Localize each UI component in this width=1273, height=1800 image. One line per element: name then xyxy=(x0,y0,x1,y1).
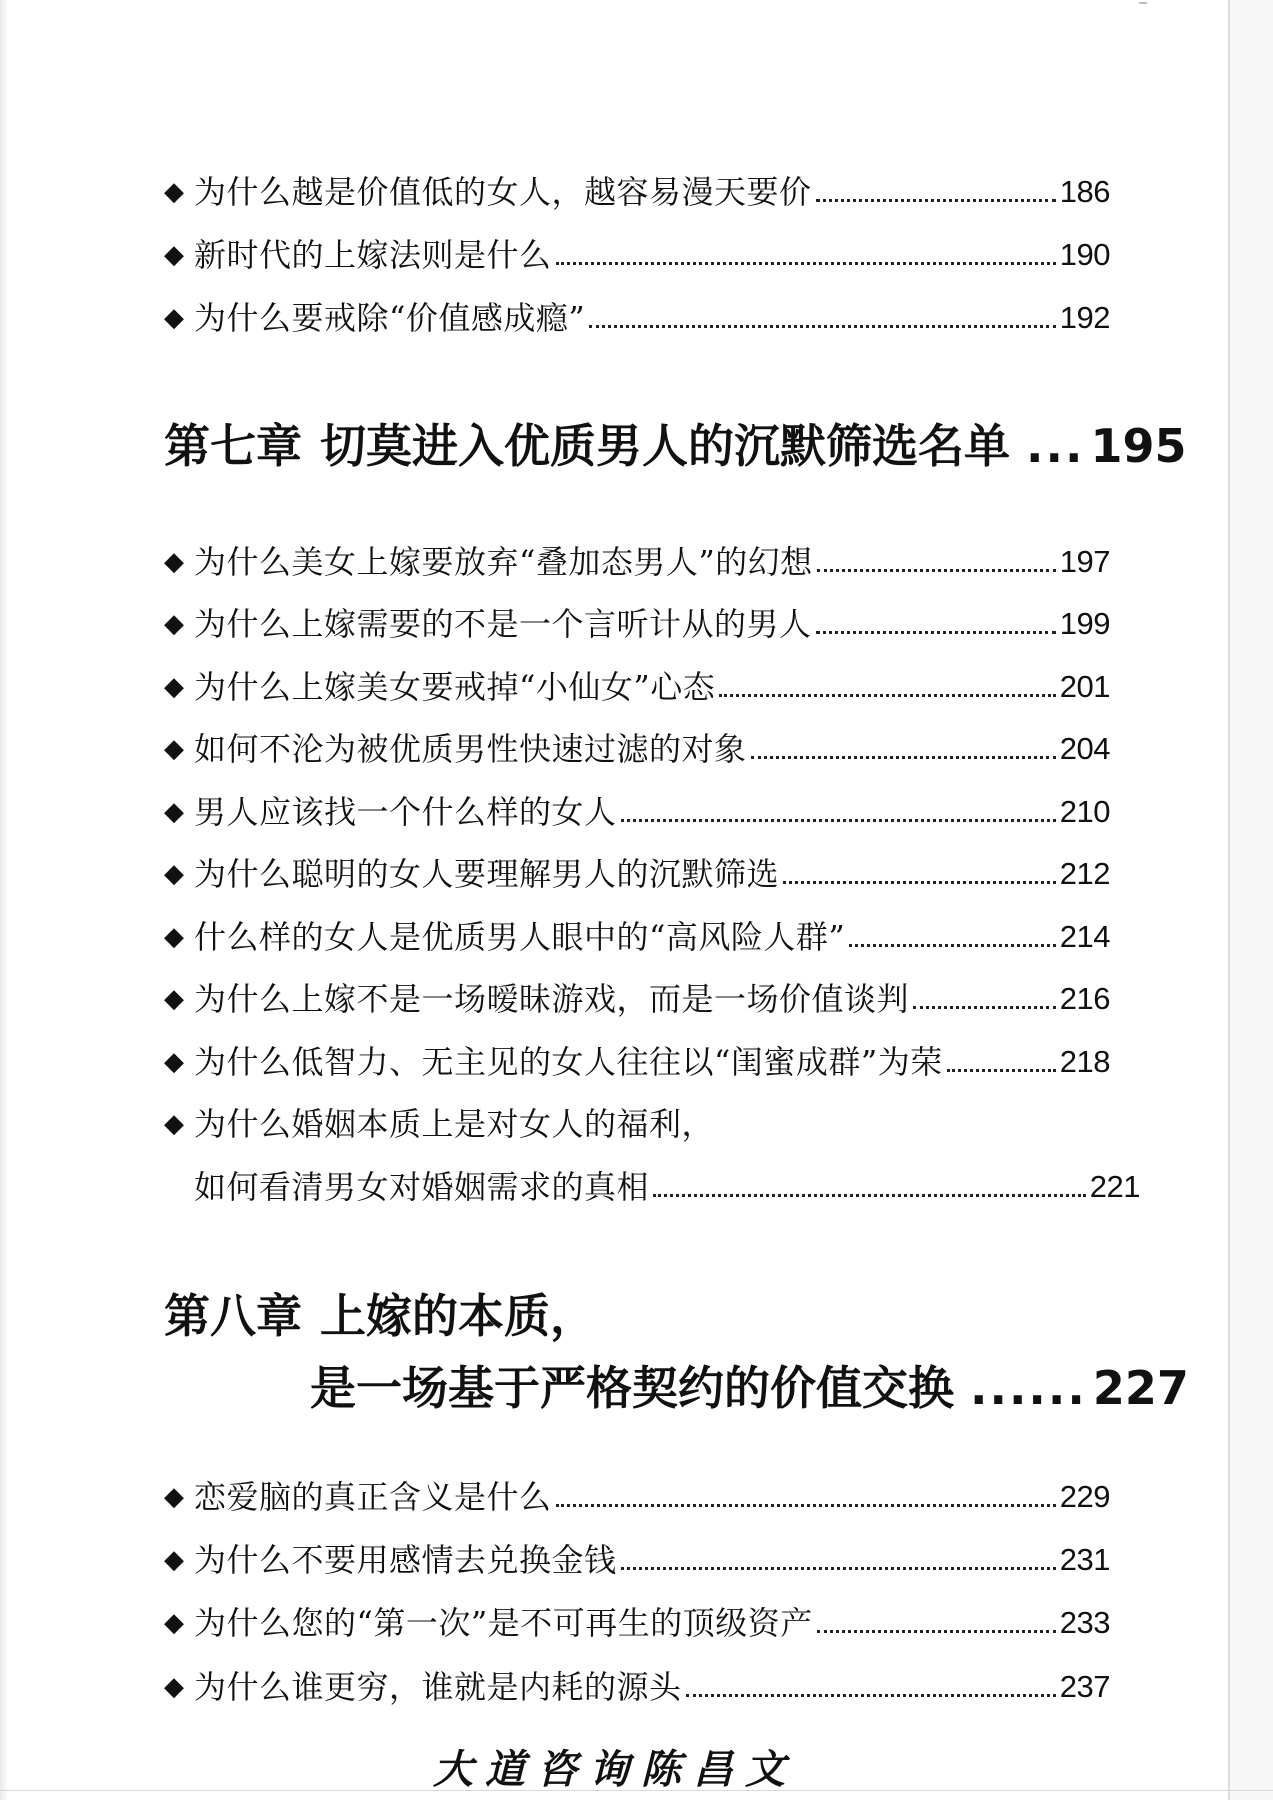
toc-entry[interactable] xyxy=(164,1655,1110,1707)
toc-entry[interactable] xyxy=(164,717,1110,769)
dot-leader xyxy=(947,1068,1056,1072)
diamond-bullet-icon: ◆ xyxy=(164,922,184,952)
corner-mark xyxy=(1139,2,1147,4)
toc-entry-title: 为什么美女上嫁要放弃“叠加态男人”的幻想 xyxy=(194,543,813,581)
toc-entry-title: 为什么婚姻本质上是对女人的福利， xyxy=(194,1105,715,1143)
diamond-bullet-icon: ◆ xyxy=(164,797,184,827)
toc-entry-title: 如何不沦为被优质男性快速过滤的对象 xyxy=(194,730,747,768)
footer-author: 大道咨询陈昌文 xyxy=(433,1746,797,1793)
toc-page-number: 190 xyxy=(1059,237,1110,272)
toc-page-number: 201 xyxy=(1059,669,1110,704)
diamond-bullet-icon: ◆ xyxy=(164,984,184,1014)
diamond-bullet-icon: ◆ xyxy=(164,859,184,889)
toc-entry[interactable] xyxy=(164,842,1110,894)
toc-entry[interactable] xyxy=(164,1591,1110,1643)
diamond-bullet-icon: ◆ xyxy=(164,1109,184,1139)
toc-entry-title: 为什么越是价值低的女人，越容易漫天要价 xyxy=(194,173,812,211)
toc-entry[interactable] xyxy=(164,160,1110,212)
dot-leader xyxy=(653,1193,1086,1197)
toc-entry-title: 恋爱脑的真正含义是什么 xyxy=(194,1478,552,1516)
dot-leader xyxy=(849,943,1056,947)
chapter-title: 切莫进入优质男人的沉默筛选名单 xyxy=(320,419,1010,473)
chapter-8-heading[interactable] xyxy=(164,1280,1110,1344)
dot-leader xyxy=(751,755,1056,759)
diamond-bullet-icon: ◆ xyxy=(164,547,184,577)
dot-leader xyxy=(556,261,1056,265)
chapter-title-continued: 是一场基于严格契约的价值交换 xyxy=(310,1361,954,1415)
diamond-bullet-icon: ◆ xyxy=(164,609,184,639)
toc-page-number: 233 xyxy=(1059,1605,1110,1640)
chapter-page-number: 227 xyxy=(1092,1361,1189,1415)
toc-page-number: 214 xyxy=(1059,919,1110,954)
chapter-8-heading-line2[interactable] xyxy=(310,1352,1189,1416)
toc-entry[interactable] xyxy=(164,1528,1110,1580)
dot-leader xyxy=(686,1693,1056,1697)
toc-page-number: 210 xyxy=(1059,794,1110,829)
dot-leader xyxy=(719,693,1056,697)
toc-page-number: 229 xyxy=(1059,1479,1110,1514)
diamond-bullet-icon: ◆ xyxy=(164,672,184,702)
chapter-title: 上嫁的本质， xyxy=(320,1289,596,1343)
dot-leader xyxy=(783,880,1056,884)
chapter-leader: ... xyxy=(1026,419,1085,473)
diamond-bullet-icon: ◆ xyxy=(164,240,184,270)
toc-page-number: 218 xyxy=(1059,1044,1110,1079)
toc-page-number: 186 xyxy=(1059,174,1110,209)
toc-entry[interactable] xyxy=(164,286,1110,338)
toc-page-number: 199 xyxy=(1059,606,1110,641)
toc-entry-title: 为什么聪明的女人要理解男人的沉默筛选 xyxy=(194,855,780,893)
toc-entry[interactable] xyxy=(164,780,1110,832)
diamond-bullet-icon: ◆ xyxy=(164,303,184,333)
chapter-leader: ...... xyxy=(970,1361,1087,1415)
diamond-bullet-icon: ◆ xyxy=(164,1545,184,1575)
diamond-bullet-icon: ◆ xyxy=(164,1672,184,1702)
toc-entry-title: 男人应该找一个什么样的女人 xyxy=(194,793,617,831)
toc-entry-title: 为什么上嫁需要的不是一个言听计从的男人 xyxy=(194,605,812,643)
diamond-bullet-icon: ◆ xyxy=(164,1608,184,1638)
toc-entry-title: 新时代的上嫁法则是什么 xyxy=(194,236,552,274)
diamond-bullet-icon: ◆ xyxy=(164,177,184,207)
toc-entry[interactable] xyxy=(164,1465,1110,1517)
toc-page-number: 231 xyxy=(1059,1542,1110,1577)
toc-entry[interactable] xyxy=(164,905,1110,957)
toc-entry[interactable] xyxy=(164,655,1110,707)
toc-page-number: 197 xyxy=(1059,544,1110,579)
chapter-number: 第八章 xyxy=(164,1289,302,1343)
toc-entry-title: 为什么谁更穷，谁就是内耗的源头 xyxy=(194,1668,682,1706)
toc-entry-title: 为什么低智力、无主见的女人往往以“闺蜜成群”为荣 xyxy=(194,1043,943,1081)
dot-leader xyxy=(556,1503,1056,1507)
toc-entry-title: 为什么上嫁美女要戒掉“小仙女”心态 xyxy=(194,668,716,706)
dot-leader xyxy=(817,568,1056,572)
toc-page-number: 221 xyxy=(1089,1169,1140,1204)
toc-entry-title: 为什么要戒除“价值感成瘾” xyxy=(194,299,586,337)
toc-page-number: 192 xyxy=(1059,300,1110,335)
toc-entry-title-continued: 如何看清男女对婚姻需求的真相 xyxy=(194,1168,650,1206)
dot-leader xyxy=(816,198,1056,202)
toc-entry-title: 什么样的女人是优质男人眼中的“高风险人群” xyxy=(194,918,846,956)
viewer-margin xyxy=(1230,0,1273,1800)
dot-leader xyxy=(589,324,1056,328)
chapter-page-number: 195 xyxy=(1090,419,1187,473)
toc-entry[interactable] xyxy=(164,223,1110,275)
toc-entry[interactable] xyxy=(164,592,1110,644)
diamond-bullet-icon: ◆ xyxy=(164,1482,184,1512)
toc-entry-title: 为什么您的“第一次”是不可再生的顶级资产 xyxy=(194,1604,813,1642)
dot-leader xyxy=(817,1629,1056,1633)
toc-entry[interactable] xyxy=(164,1030,1110,1082)
toc-entry[interactable] xyxy=(164,967,1110,1019)
dot-leader xyxy=(621,818,1056,822)
chapter-number: 第七章 xyxy=(164,419,302,473)
dot-leader xyxy=(816,630,1056,634)
diamond-bullet-icon: ◆ xyxy=(164,734,184,764)
toc-page-number: 204 xyxy=(1059,731,1110,766)
toc-page-number: 212 xyxy=(1059,856,1110,891)
dot-leader xyxy=(621,1566,1056,1570)
toc-entry[interactable] xyxy=(164,530,1110,582)
dot-leader xyxy=(913,1005,1056,1009)
toc-entry-continuation[interactable] xyxy=(164,1155,1140,1207)
toc-entry-title: 为什么上嫁不是一场暧昧游戏，而是一场价值谈判 xyxy=(194,980,910,1018)
toc-page-number: 216 xyxy=(1059,981,1110,1016)
toc-entry-title: 为什么不要用感情去兑换金钱 xyxy=(194,1541,617,1579)
chapter-7-heading[interactable] xyxy=(164,410,1187,474)
toc-page-number: 237 xyxy=(1059,1669,1110,1704)
diamond-bullet-icon: ◆ xyxy=(164,1047,184,1077)
toc-entry-multiline[interactable] xyxy=(164,1092,1110,1144)
page-edge-shadow xyxy=(0,0,8,1800)
